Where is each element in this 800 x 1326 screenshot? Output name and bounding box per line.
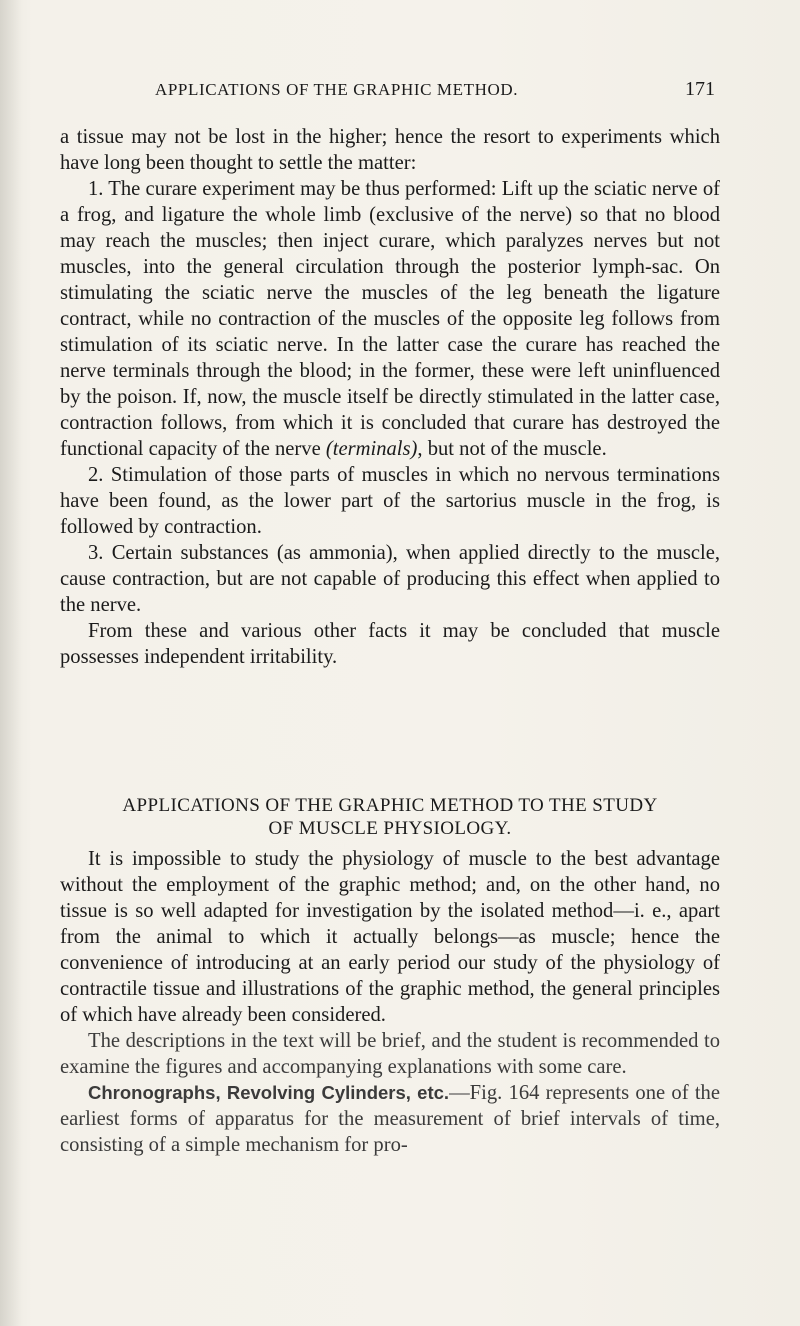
terminals-italic: (terminals) — [325, 438, 418, 460]
running-header — [155, 80, 715, 108]
running-head-title: APPLICATIONS OF THE GRAPHIC METHOD. — [155, 80, 519, 99]
section-heading — [60, 794, 720, 840]
paragraph-stimulation: 2. Stimulation of those parts of muscles in which no nervous terminations have been found, as the lower part of the sartorius muscle in the frog, is followed by contraction. — [60, 464, 720, 538]
body-text-section-2 — [60, 846, 720, 1158]
heading-line-1: APPLICATIONS OF THE GRAPHIC METHOD TO THE STUDY — [122, 795, 658, 816]
chronographs-lead: Chronographs, Revolving Cylinders, etc. — [88, 1082, 450, 1103]
paragraph-descriptions: The descriptions in the text will be brief, and the student is recommended to examine the figures and accompanying explanations with some care. — [60, 1030, 720, 1078]
chronographs-text: —Fig. 164 represents one of the earliest forms of apparatus for the measurement of brief intervals of time, consisting of a simple mechanism for pro- — [60, 1082, 720, 1156]
paragraph-continuation: a tissue may not be lost in the higher; hence the resort to experiments which have long been thought to settle the matter: — [60, 126, 720, 174]
page-gutter-shadow — [0, 0, 22, 1326]
paragraph-graphic-method: It is impossible to study the physiology of muscle to the best advantage without the employment of the graphic method; and, on the other hand, no tissue is so well adapted for investigation by the isolated method—i. e., apart from the animal to which it actually belongs—as muscle; hence the convenience of introducing at an early period our study of the physiology of contractile tissue and illustrations of the graphic method, the general principles of which have already been considered. — [60, 848, 720, 1026]
heading-line-2: OF MUSCLE PHYSIOLOGY. — [268, 818, 512, 839]
paragraph-chronographs — [60, 1080, 720, 1158]
paragraph-curare-experiment — [60, 176, 720, 462]
paragraph-ammonia: 3. Certain substances (as ammonia), when applied directly to the muscle, cause contraction, but are not capable of producing this effect when applied to the nerve. — [60, 542, 720, 616]
body-text-section-1 — [60, 124, 720, 670]
curare-text-end: , but not of the muscle. — [417, 438, 607, 460]
paragraph-conclusion: From these and various other facts it may be concluded that muscle possesses independent irritability. — [60, 620, 720, 668]
page-number: 171 — [685, 78, 715, 100]
curare-text: 1. The curare experiment may be thus performed: Lift up the sciatic nerve of a frog, and ligature the whole limb (exclusive of the nerve) so that no blood may reach the muscles; then inject curare, which paralyzes nerves but not muscles, into the general circulation through the posterior lymph-sac. On stimulating the sciatic nerve the muscles of the leg beneath the ligature contract, while no contraction of the muscles of the opposite leg follows from stimulation of its sciatic nerve. In the latter case the curare has reached the nerve terminals through the blood; in the former, these were left uninfluenced by the poison. If, now, the muscle itself be directly stimulated in the latter case, contraction follows, from which it is concluded that curare has destroyed the functional capacity of the nerve — [60, 178, 720, 460]
